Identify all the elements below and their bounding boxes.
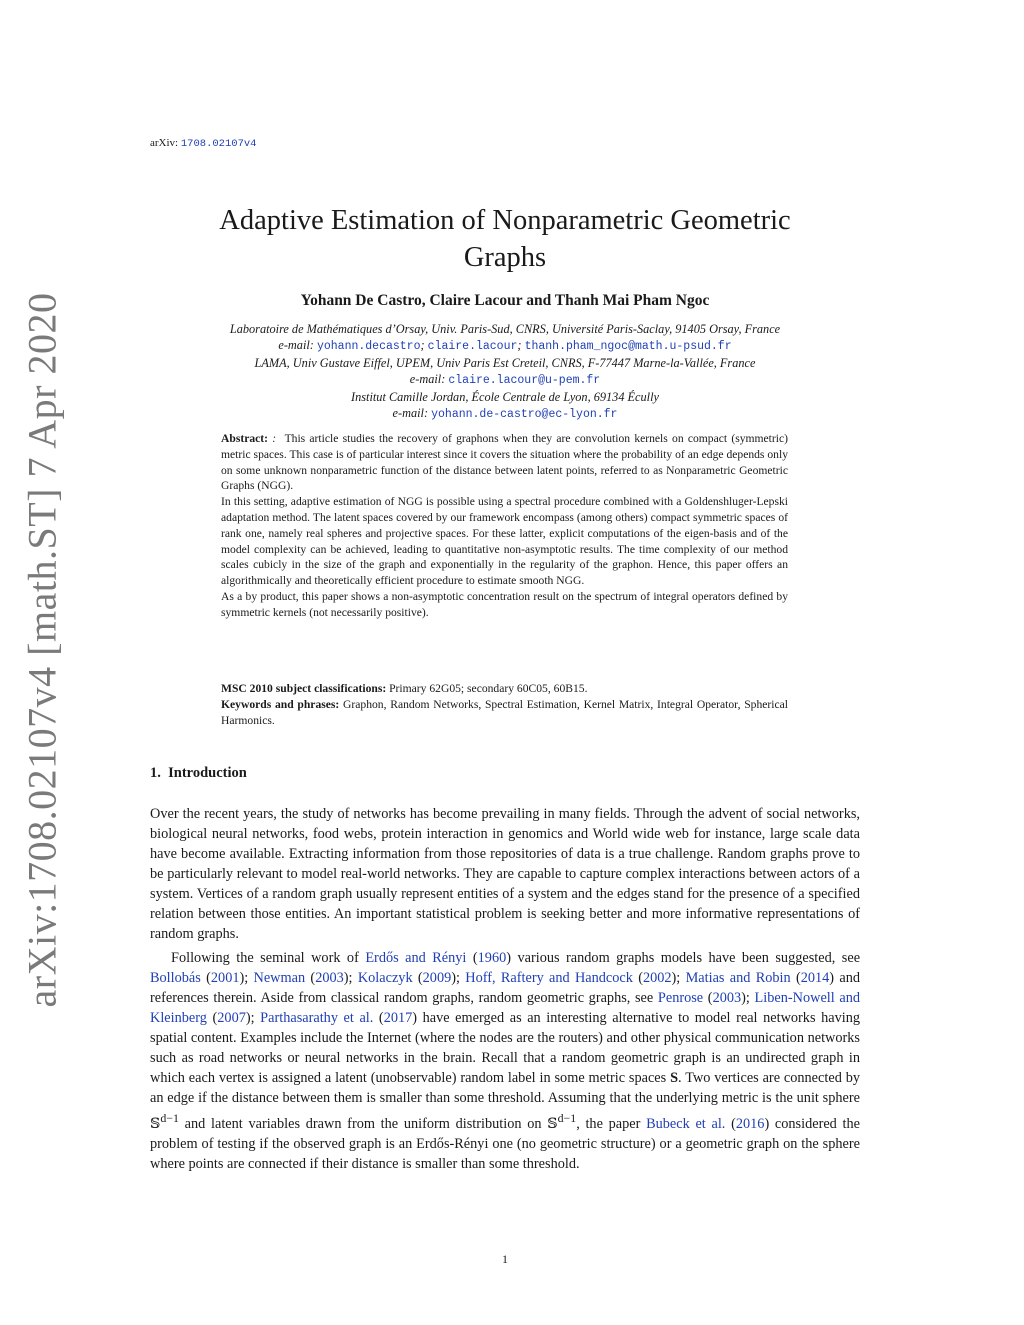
classifications bbox=[221, 681, 788, 728]
affiliation-1: Laboratoire de Mathématiques d’Orsay, Univ. Paris-Sud, CNRS, Université Paris-Saclay, 91405 Orsay, France bbox=[229, 322, 781, 336]
citation-year-link[interactable]: 2007 bbox=[217, 1010, 246, 1026]
citation-link[interactable]: Bollobás bbox=[150, 970, 201, 986]
citation-year-link[interactable]: 2001 bbox=[210, 970, 240, 986]
paper-title bbox=[150, 202, 860, 276]
body-paragraph-2: Following the seminal work of Erdős and Rényi (1960) various random graphs models have been suggested, see Bollobás (2001); Newman (2003); Kolaczyk (2009); Hoff, Raftery and Handcock (2002); Matias and Robin (2014) and references therein. Aside from classical random graphs, random geometric graphs, see Penrose (2003); Liben-Nowell and Kleinberg (2007); Parthasarathy et al. (2017) have emerged as an interesting alternative to model real networks having spatial content. Examples include the Internet (where the nodes are the routers) and other physical communication networks such as road networks or neural networks in the brain. Recall that a random geometric graph is an undirected graph in which each vertex is assigned a latent (unobservable) random label in some metric spaces S. Two vertices are connected by an edge if the distance between them is smaller than some threshold. Assuming that the underlying metric is the unit sphere 𝕊$^{d-1}$ and latent variables drawn from the uniform distribution on 𝕊$^{d-1}$, the paper Bubeck et al. (2016) considered the problem of testing if the observed graph is an Erdős-Rényi one (no geometric structure) or a geometric graph on the sphere where points are connected if their distance is smaller than some threshold. bbox=[150, 950, 861, 1172]
page-number: 1 bbox=[502, 1252, 508, 1266]
body-paragraph-1: Over the recent years, the study of networks has become prevailing in many fields. Through the advent of social networks, biological neural networks, food webs, protein interaction in genomics and World wide web for instance, large scale data have become available. Extracting information from those repositories of data is a true challenge. Random graphs prove to be particularly relevant to model real-world networks. They are capable to capture complex interactions between actors of a system. Vertices of a random graph usually represent entities of a system and the edges stand for the presence of a specified relation between those entities. An important statistical problem is seeking better and more informative representations of random graphs. bbox=[150, 806, 860, 942]
msc-line: MSC 2010 subject classifications: Primary 62G05; secondary 60C05, 60B15. bbox=[221, 682, 588, 695]
title-line-1: Adaptive Estimation of Nonparametric Geometric bbox=[219, 205, 791, 236]
citation-link[interactable]: Erdős and Rényi bbox=[365, 950, 467, 966]
introduction-body bbox=[150, 804, 860, 1174]
citation-year-link[interactable]: 2003 bbox=[712, 990, 742, 1006]
arxiv-id-link[interactable]: 1708.02107v4 bbox=[180, 138, 257, 150]
email-link[interactable]: yohann.decastro bbox=[316, 340, 421, 353]
sphere-symbol: 𝕊$^{d-1}$ bbox=[547, 1111, 577, 1132]
abstract-paragraph-1: Abstract: : This article studies the recovery of graphons when they are convolution kernels on compact (symmetric) metric spaces. This case is of particular interest since it covers the situation where the probability of an edge depends only on some unknown nonparametric function of the distance between latent points, referred to as Nonparametric Geometric Graphs (NGG). bbox=[221, 432, 788, 493]
citation-year-link[interactable]: 1960 bbox=[477, 950, 507, 966]
citation-year-link[interactable]: 2017 bbox=[383, 1010, 413, 1026]
affiliations bbox=[150, 321, 860, 423]
affiliation-3-email: e-mail: yohann.de-castro@ec-lyon.fr bbox=[392, 406, 618, 421]
affiliation-1-emails: e-mail: yohann.decastro; claire.lacour; thanh.pham_ngoc@math.u-psud.fr bbox=[278, 338, 732, 353]
email-link[interactable]: claire.lacour bbox=[427, 340, 518, 353]
abstract-paragraph-3: As a by product, this paper shows a non-asymptotic concentration result on the spectrum of integral operators defined by symmetric kernels (not necessarily positive). bbox=[221, 589, 788, 619]
arxiv-header bbox=[150, 137, 256, 150]
citation-year-link[interactable]: 2016 bbox=[735, 1115, 765, 1132]
citation-year-link[interactable]: 2002 bbox=[642, 970, 672, 986]
affiliation-2-email: e-mail: claire.lacour@u-pem.fr bbox=[409, 372, 601, 387]
abstract-paragraph-2: In this setting, adaptive estimation of NGG is possible using a spectral procedure combined with a Goldenshluger-Lepski adaptation method. The latent spaces covered by our framework encompass (among others) compact symmetric spaces of rank one, namely real spheres and projective spaces. For these latter, explicit computations of the eigen-basis and of the model complexity can be achieved, leading to quantitative non-asymptotic results. The time complexity of our method scales cubicly in the size of the graph and exponentially in the regularity of the graphon. Hence, this paper offers an algorithmically and theoretically efficient procedure to estimate smooth NGG. bbox=[221, 495, 788, 588]
metric-space-symbol: S bbox=[670, 1070, 679, 1086]
email-link[interactable]: claire.lacour@u-pem.fr bbox=[448, 374, 601, 387]
abstract-label: Abstract: bbox=[221, 432, 269, 445]
affiliation-3: Institut Camille Jordan, École Centrale de Lyon, 69134 Écully bbox=[351, 390, 659, 404]
citation-link[interactable]: Bubeck et al. bbox=[646, 1115, 726, 1132]
citation-link[interactable]: Liben-Nowell and Kleinberg bbox=[150, 990, 861, 1026]
title-line-2: Graphs bbox=[463, 242, 547, 273]
citation-link[interactable]: Parthasarathy et al. bbox=[260, 1010, 374, 1026]
citation-link[interactable]: Penrose bbox=[657, 990, 704, 1006]
abstract bbox=[221, 431, 788, 621]
affiliation-2: LAMA, Univ Gustave Eiffel, UPEM, Univ Paris Est Creteil, CNRS, F-77447 Marne-la-Vallée, France bbox=[254, 356, 756, 370]
arxiv-side-stamp: arXiv:1708.02107v4 [math.ST] 7 Apr 2020 bbox=[19, 292, 65, 1008]
sphere-symbol: 𝕊$^{d-1}$ bbox=[150, 1111, 179, 1132]
citation-year-link[interactable]: 2003 bbox=[315, 970, 344, 986]
citation-link[interactable]: Kolaczyk bbox=[357, 970, 413, 986]
email-link[interactable]: thanh.pham_ngoc@math.u-psud.fr bbox=[524, 340, 732, 353]
citation-link[interactable]: Newman bbox=[253, 970, 306, 986]
citation-link[interactable]: Hoff, Raftery and Handcock bbox=[465, 970, 633, 986]
authors: Yohann De Castro, Claire Lacour and Thanh Mai Pham Ngoc bbox=[300, 292, 710, 309]
email-link[interactable]: yohann.de-castro@ec-lyon.fr bbox=[431, 408, 618, 421]
citation-year-link[interactable]: 2009 bbox=[422, 970, 452, 986]
citation-year-link[interactable]: 2014 bbox=[800, 970, 830, 986]
arxiv-prefix: arXiv: bbox=[150, 137, 179, 149]
keywords-line: Keywords and phrases: Graphon, Random Networks, Spectral Estimation, Kernel Matrix, Integral Operator, Spherical Harmonics. bbox=[221, 697, 788, 727]
citation-link[interactable]: Matias and Robin bbox=[685, 970, 791, 986]
section-heading: 1. Introduction bbox=[150, 765, 247, 781]
